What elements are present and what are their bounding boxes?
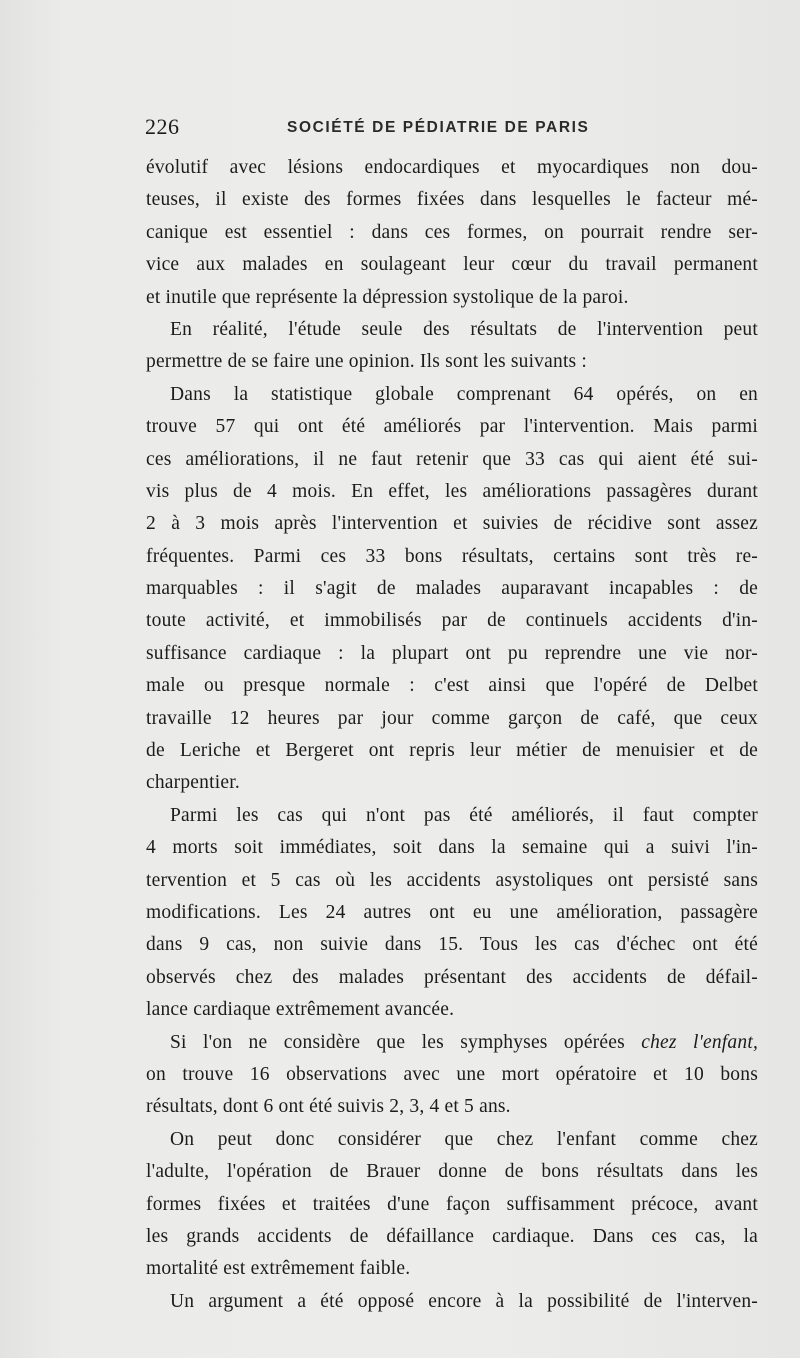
text-line: l'adulte, l'opération de Brauer donne de bons résultats dans les	[146, 1161, 758, 1183]
text-line: modifications. Les 24 autres ont eu une amélioration, passagère	[146, 901, 758, 923]
text-line-with-italic	[146, 1027, 758, 1059]
text-line: formes fixées et traitées d'une façon suffisamment précoce, avant	[146, 1193, 758, 1215]
text-line: ces améliorations, il ne faut retenir que 33 cas qui aient été sui-	[146, 448, 758, 470]
text-line: Un argument a été opposé encore à la possibilité de l'interven-	[170, 1290, 758, 1312]
text-line: et inutile que représente la dépression systolique de la paroi.	[146, 286, 629, 308]
text-line: on trouve 16 observations avec une mort opératoire et 10 bons	[146, 1063, 758, 1085]
text-line: On peut donc considérer que chez l'enfant comme chez	[170, 1128, 758, 1150]
text-line: suffisance cardiaque : la plupart ont pu reprendre une vie nor-	[146, 642, 758, 664]
text-line: 2 à 3 mois après l'intervention et suivies de récidive sont assez	[146, 513, 758, 535]
text-line: charpentier.	[146, 772, 240, 794]
italic-phrase: chez l'enfant,	[641, 1031, 759, 1053]
text-line: observés chez des malades présentant des accidents de défail-	[146, 966, 758, 988]
page-number: 226	[145, 114, 180, 139]
text-line: résultats, dont 6 ont été suivis 2, 3, 4 et 5 ans.	[146, 1096, 511, 1118]
text-line: En réalité, l'étude seule des résultats de l'intervention peut	[170, 318, 758, 340]
text-line: dans 9 cas, non suivie dans 15. Tous les cas d'échec ont été	[146, 934, 758, 956]
text-line: male ou presque normale : c'est ainsi que l'opéré de Delbet	[146, 675, 758, 697]
text-line: trouve 57 qui ont été améliorés par l'intervention. Mais parmi	[146, 416, 758, 438]
text-line: Dans la statistique globale comprenant 64 opérés, on en	[170, 383, 758, 405]
text-line: marquables : il s'agit de malades auparavant incapables : de	[146, 578, 758, 600]
text-line: travaille 12 heures par jour comme garçon de café, que ceux	[146, 707, 758, 729]
text-line: 4 morts soit immédiates, soit dans la semaine qui a suivi l'in-	[146, 837, 758, 859]
running-head: SOCIÉTÉ DE PÉDIATRIE DE PARIS	[287, 119, 590, 136]
text-line: tervention et 5 cas où les accidents asystoliques ont persisté sans	[146, 869, 758, 891]
text-line: permettre de se faire une opinion. Ils sont les suivants :	[146, 351, 588, 373]
text-line: les grands accidents de défaillance cardiaque. Dans ces cas, la	[146, 1225, 758, 1247]
text-line: évolutif avec lésions endocardiques et myocardiques non dou-	[146, 157, 758, 178]
body-text	[146, 152, 758, 1318]
text-line: toute activité, et immobilisés par de continuels accidents d'in-	[146, 610, 758, 632]
text-line: de Leriche et Bergeret ont repris leur métier de menuisier et de	[146, 740, 758, 762]
page-header	[145, 114, 765, 144]
text-line: fréquentes. Parmi ces 33 bons résultats, certains sont très re-	[146, 545, 758, 567]
text-line: vis plus de 4 mois. En effet, les améliorations passagères durant	[146, 480, 758, 502]
text-line: Parmi les cas qui n'ont pas été améliorés, il faut compter	[170, 804, 758, 826]
text-segment: Si l'on ne considère que les symphyses opérées	[170, 1031, 625, 1053]
text-line: mortalité est extrêmement faible.	[146, 1258, 411, 1280]
text-line: vice aux malades en soulageant leur cœur du travail permanent	[146, 254, 758, 276]
text-line: canique est essentiel : dans ces formes, on pourrait rendre ser-	[146, 221, 758, 243]
text-line: teuses, il existe des formes fixées dans lesquelles le facteur mé-	[146, 189, 758, 211]
text-line: lance cardiaque extrêmement avancée.	[146, 999, 455, 1021]
